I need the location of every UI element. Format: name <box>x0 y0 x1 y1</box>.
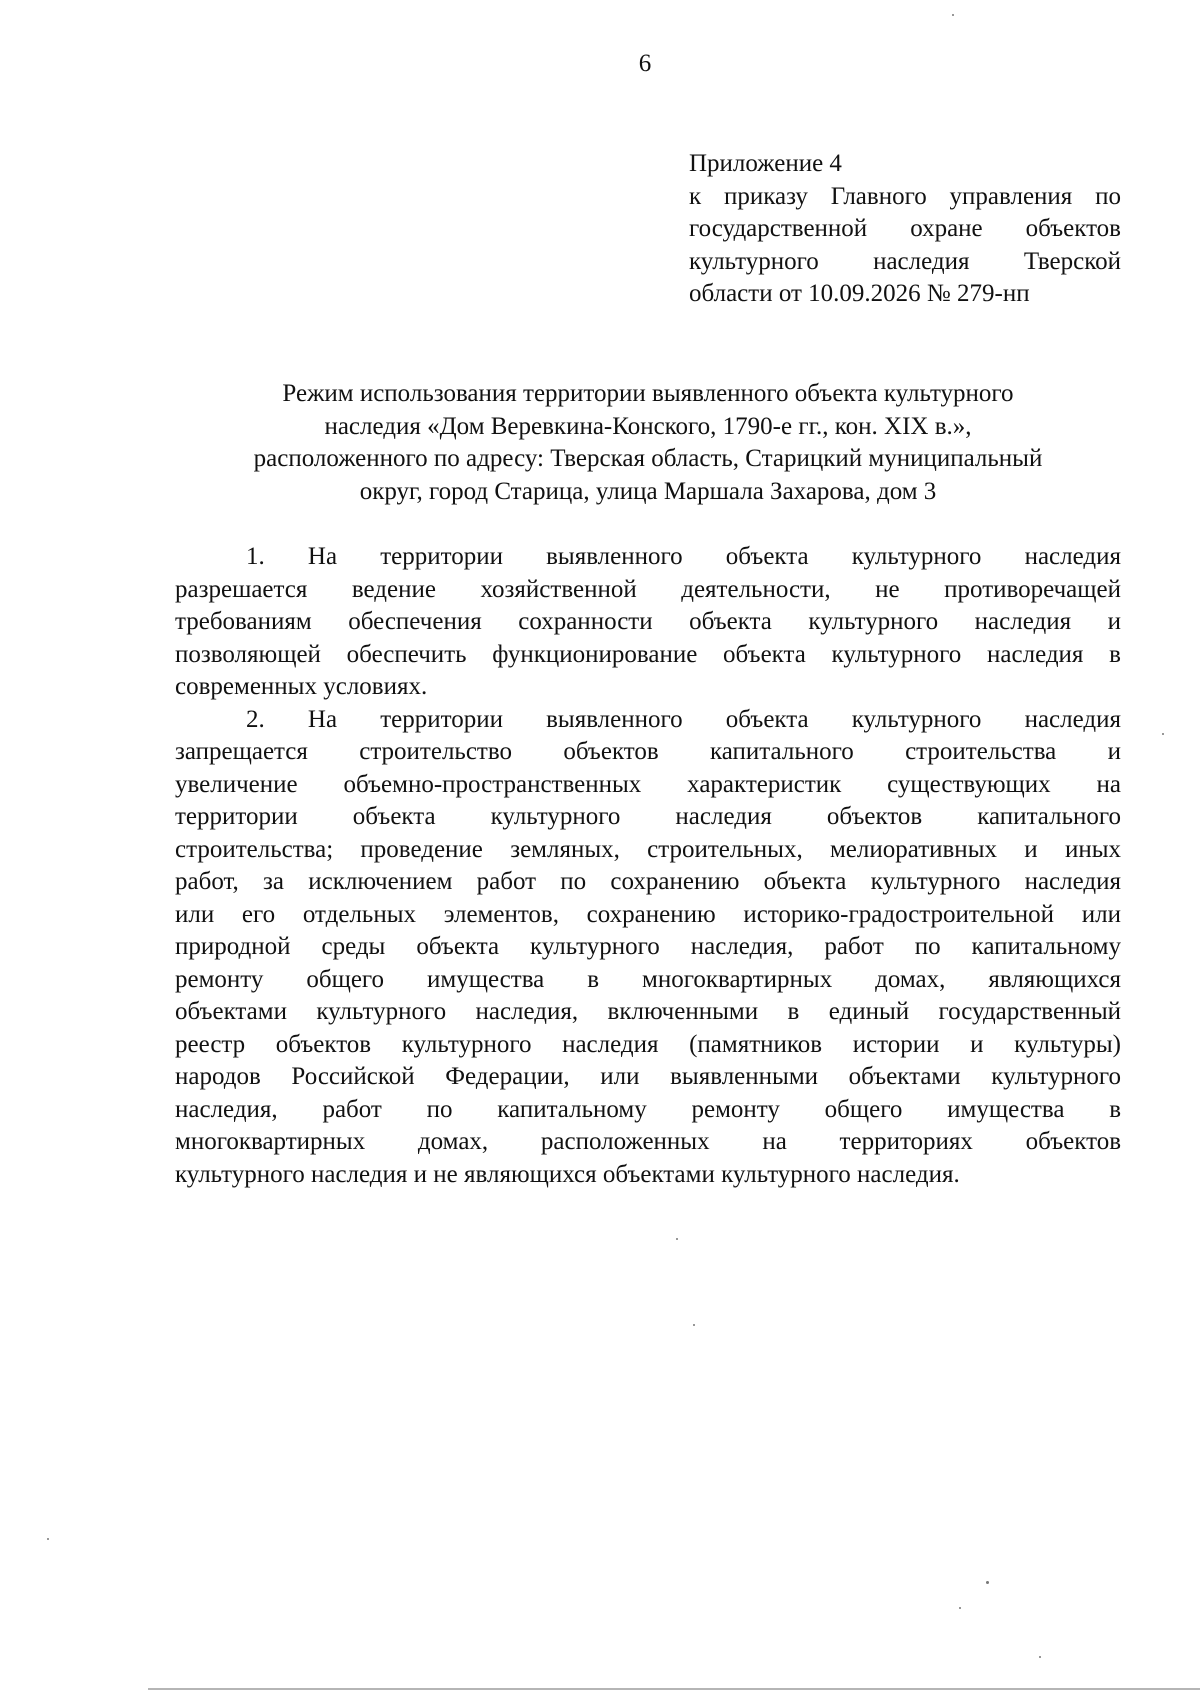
scan-speck <box>676 1238 678 1240</box>
scan-speck <box>959 1607 961 1609</box>
appendix-header <box>689 148 1121 311</box>
paragraph-line: запрещается строительство объектов капитального строительства и <box>175 738 1121 765</box>
appendix-line: культурного наследия Тверской <box>689 247 1121 275</box>
scan-speck <box>1039 1656 1041 1658</box>
document-title <box>175 378 1121 508</box>
paragraph-2 <box>175 704 1121 1192</box>
title-line: расположенного по адресу: Тверская область, Старицкий муниципальный <box>253 445 1043 472</box>
title-line: округ, город Старица, улица Маршала Захарова, дом 3 <box>359 477 937 505</box>
paragraph-line: разрешается ведение хозяйственной деятельности, не противоречащей <box>175 575 1121 603</box>
appendix-line: Приложение 4 <box>689 150 842 177</box>
scan-speck <box>693 1324 695 1326</box>
paragraph-line: реестр объектов культурного наследия (памятников истории и культуры) <box>175 1030 1121 1058</box>
scan-speck <box>1162 733 1164 735</box>
paragraph-line: объектами культурного наследия, включенными в единый государственный <box>175 998 1121 1025</box>
paragraph-line: многоквартирных домах, расположенных на территориях объектов <box>175 1128 1121 1155</box>
appendix-line: к приказу Главного управления по <box>689 182 1121 210</box>
paragraph-line: 2. На территории выявленного объекта культурного наследия <box>246 705 1121 733</box>
appendix-line: государственной охране объектов <box>689 215 1121 242</box>
scan-speck <box>986 1581 989 1584</box>
scan-edge-line <box>148 1688 1200 1690</box>
title-line: наследия «Дом Веревкина-Конского, 1790-е гг., кон. XIX в.», <box>324 412 972 440</box>
paragraph-line: или его отдельных элементов, сохранению историко-градостроительной или <box>175 900 1121 928</box>
paragraph-line: ремонту общего имущества в многоквартирных домах, являющихся <box>175 965 1121 993</box>
paragraph-line: строительства; проведение земляных, строительных, мелиоративных и иных <box>175 835 1121 863</box>
paragraph-1 <box>175 541 1121 704</box>
paragraph-line: работ, за исключением работ по сохранению объекта культурного наследия <box>175 868 1121 895</box>
paragraph-line: территории объекта культурного наследия объектов капитального <box>175 803 1121 830</box>
paragraph-line: увеличение объемно-пространственных характеристик существующих на <box>175 770 1121 798</box>
paragraph-line: народов Российской Федерации, или выявленными объектами культурного <box>175 1063 1121 1090</box>
paragraph-line: культурного наследия и не являющихся объектами культурного наследия. <box>175 1160 960 1188</box>
scan-speck <box>47 1538 49 1540</box>
paragraph-line: природной среды объекта культурного наследия, работ по капитальному <box>175 933 1121 960</box>
scan-speck <box>952 14 954 16</box>
paragraph-line: позволяющей обеспечить функционирование объекта культурного наследия в <box>175 640 1121 668</box>
paragraph-line: 1. На территории выявленного объекта культурного наследия <box>246 543 1121 570</box>
title-line: Режим использования территории выявленного объекта культурного <box>282 380 1014 407</box>
paragraph-line: требованиям обеспечения сохранности объекта культурного наследия и <box>175 608 1121 635</box>
document-body <box>175 541 1121 1191</box>
appendix-line: области от 10.09.2026 № 279-нп <box>689 280 1030 307</box>
page-number: 6 <box>638 50 652 77</box>
paragraph-line: современных условиях. <box>175 673 428 700</box>
paragraph-line: наследия, работ по капитальному ремонту общего имущества в <box>175 1095 1121 1123</box>
